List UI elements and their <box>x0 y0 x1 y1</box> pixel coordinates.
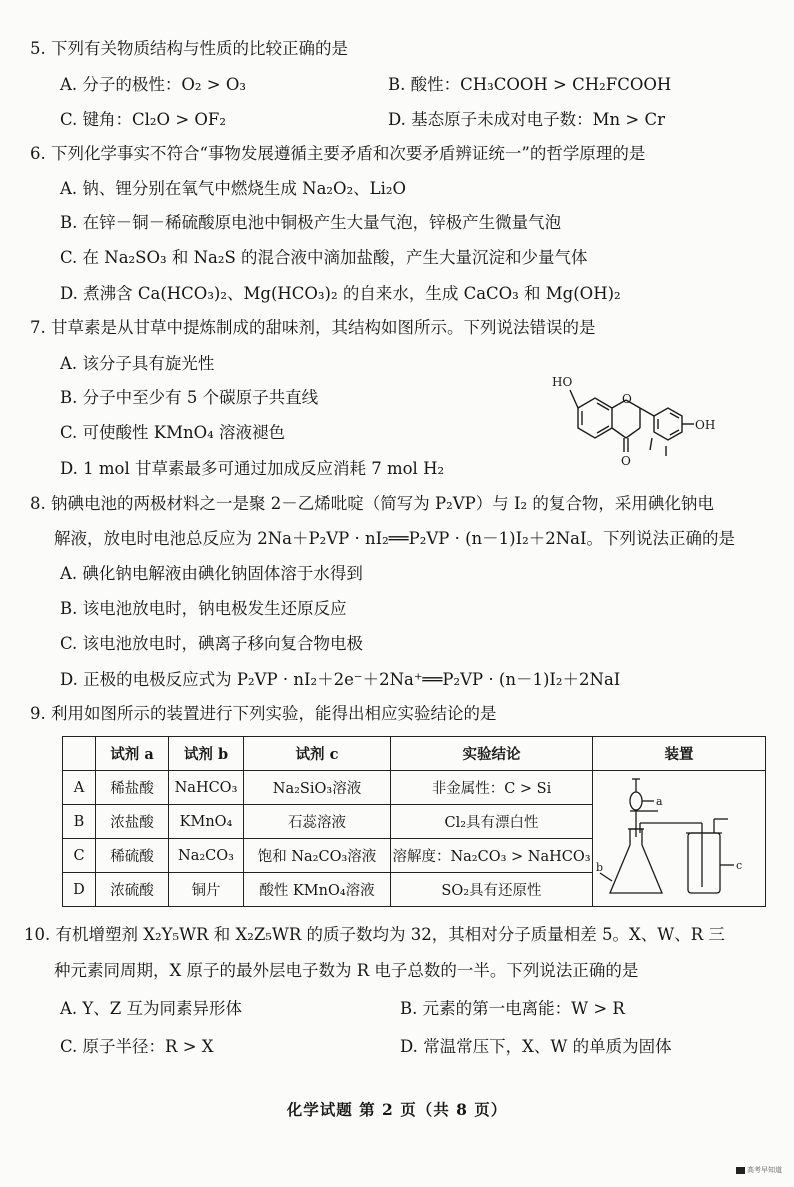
header-conclusion: 实验结论 <box>391 737 593 771</box>
row-label: C <box>63 839 96 873</box>
cell-conclusion: SO₂具有还原性 <box>391 873 593 907</box>
label-a: a <box>656 795 663 808</box>
q8-option-b: B. 该电池放电时，钠电极发生还原反应 <box>60 599 347 618</box>
cell-reagent-a: 浓盐酸 <box>96 805 169 839</box>
cell-reagent-b: NaHCO₃ <box>169 771 244 805</box>
watermark-logo-icon <box>736 1167 745 1174</box>
row-label: B <box>63 805 96 839</box>
q7-option-a: A. 该分子具有旋光性 <box>60 354 215 373</box>
q10-option-d: D. 常温常压下，X、W 的单质为固体 <box>400 1037 672 1056</box>
watermark-text: 高考早知道 <box>747 1166 782 1174</box>
question-10-stem-line2: 种元素同周期，X 原子的最外层电子数为 R 电子总数的一半。下列说法正确的是 <box>54 961 639 980</box>
header-reagent-b: 试剂 b <box>169 737 244 771</box>
table-header-row <box>63 737 766 771</box>
q6-option-b: B. 在锌－铜－稀硫酸原电池中铜极产生大量气泡，锌极产生微量气泡 <box>60 213 562 232</box>
row-label: D <box>63 873 96 907</box>
conical-flask <box>610 829 662 893</box>
cell-reagent-c: Na₂SiO₃溶液 <box>244 771 391 805</box>
question-6-stem: 6. 下列化学事实不符合“事物发展遵循主要矛盾和次要矛盾辨证统一”的哲学原理的是 <box>30 144 646 163</box>
gas-washing-bottle <box>688 833 720 893</box>
label-c: c <box>736 859 743 872</box>
q5-option-b: B. 酸性：CH₃COOH > CH₂FCOOH <box>388 75 672 94</box>
cell-reagent-b: 铜片 <box>169 873 244 907</box>
q10-option-a: A. Y、Z 互为同素异形体 <box>60 999 243 1018</box>
label-carbonyl-oxygen: O <box>621 454 631 468</box>
cell-reagent-a: 稀盐酸 <box>96 771 169 805</box>
q7-option-b: B. 分子中至少有 5 个碳原子共直线 <box>60 388 319 407</box>
label-ring-oxygen: O <box>622 392 632 406</box>
cell-reagent-c: 酸性 KMnO₄溶液 <box>244 873 391 907</box>
cell-reagent-b: KMnO₄ <box>169 805 244 839</box>
question-9-stem: 9. 利用如图所示的装置进行下列实验，能得出相应实验结论的是 <box>30 704 497 723</box>
page-footer: 化学试题 第 2 页（共 8 页） <box>286 1100 508 1119</box>
question-7-stem: 7. 甘草素是从甘草中提炼制成的甜味剂，其结构如图所示。下列说法错误的是 <box>30 318 596 337</box>
header-blank <box>63 737 96 771</box>
question-10-stem-line1: 10. 有机增塑剂 X₂Y₅WR 和 X₂Z₅WR 的质子数均为 32，其相对分子质量相差 5。X、W、R 三 <box>24 925 725 944</box>
question-8-stem-line2: 解液，放电时电池总反应为 2Na＋P₂VP · nI₂══P₂VP · (n－1)I₂＋2NaI。下列说法正确的是 <box>54 529 736 548</box>
q6-option-d: D. 煮沸含 Ca(HCO₃)₂、Mg(HCO₃)₂ 的自来水，生成 CaCO₃ 和 Mg(OH)₂ <box>60 284 621 303</box>
cell-conclusion: 溶解度：Na₂CO₃ > NaHCO₃ <box>391 839 593 873</box>
cell-conclusion: 非金属性：C > Si <box>391 771 593 805</box>
cell-reagent-a: 浓硫酸 <box>96 873 169 907</box>
gas-apparatus-diagram <box>596 775 762 903</box>
benzene-ring-left <box>578 398 612 438</box>
question-5-stem: 5. 下列有关物质结构与性质的比较正确的是 <box>30 39 348 58</box>
label-b: b <box>596 861 604 874</box>
cell-reagent-c: 饱和 Na₂CO₃溶液 <box>244 839 391 873</box>
header-reagent-a: 试剂 a <box>96 737 169 771</box>
q5-option-a: A. 分子的极性：O₂ > O₃ <box>60 75 247 94</box>
q10-option-b: B. 元素的第一电离能：W > R <box>400 999 625 1018</box>
q7-option-c: C. 可使酸性 KMnO₄ 溶液褪色 <box>60 423 286 442</box>
row-label: A <box>63 771 96 805</box>
cell-reagent-c: 石蕊溶液 <box>244 805 391 839</box>
cell-conclusion: Cl₂具有漂白性 <box>391 805 593 839</box>
label-ho: HO <box>552 375 573 389</box>
question-8-stem-line1: 8. 钠碘电池的两极材料之一是聚 2－乙烯吡啶（简写为 P₂VP）与 I₂ 的复合物，采用碘化钠电 <box>30 494 714 513</box>
q5-option-c: C. 键角：Cl₂O > OF₂ <box>60 110 226 129</box>
q6-option-a: A. 钠、锂分别在氧气中燃烧生成 Na₂O₂、Li₂O <box>60 179 407 198</box>
q7-option-d: D. 1 mol 甘草素最多可通过加成反应消耗 7 mol H₂ <box>60 459 445 478</box>
cell-reagent-a: 稀硫酸 <box>96 839 169 873</box>
watermark <box>736 1165 782 1175</box>
glycyrrhizin-structure <box>548 368 728 480</box>
q8-option-c: C. 该电池放电时，碘离子移向复合物电极 <box>60 634 364 653</box>
separatory-funnel <box>630 792 642 810</box>
cell-reagent-b: Na₂CO₃ <box>169 839 244 873</box>
header-apparatus: 装置 <box>593 737 766 771</box>
label-oh: OH <box>695 418 716 432</box>
header-reagent-c: 试剂 c <box>244 737 391 771</box>
q8-option-d: D. 正极的电极反应式为 P₂VP · nI₂＋2e⁻＋2Na⁺══P₂VP · (n－1)I₂＋2NaI <box>60 670 621 689</box>
q10-option-c: C. 原子半径：R > X <box>60 1037 214 1056</box>
q8-option-a: A. 碘化钠电解液由碘化钠固体溶于水得到 <box>60 564 363 583</box>
q5-option-d: D. 基态原子未成对电子数：Mn > Cr <box>388 110 665 129</box>
q6-option-c: C. 在 Na₂SO₃ 和 Na₂S 的混合液中滴加盐酸，产生大量沉淀和少量气体 <box>60 248 588 267</box>
